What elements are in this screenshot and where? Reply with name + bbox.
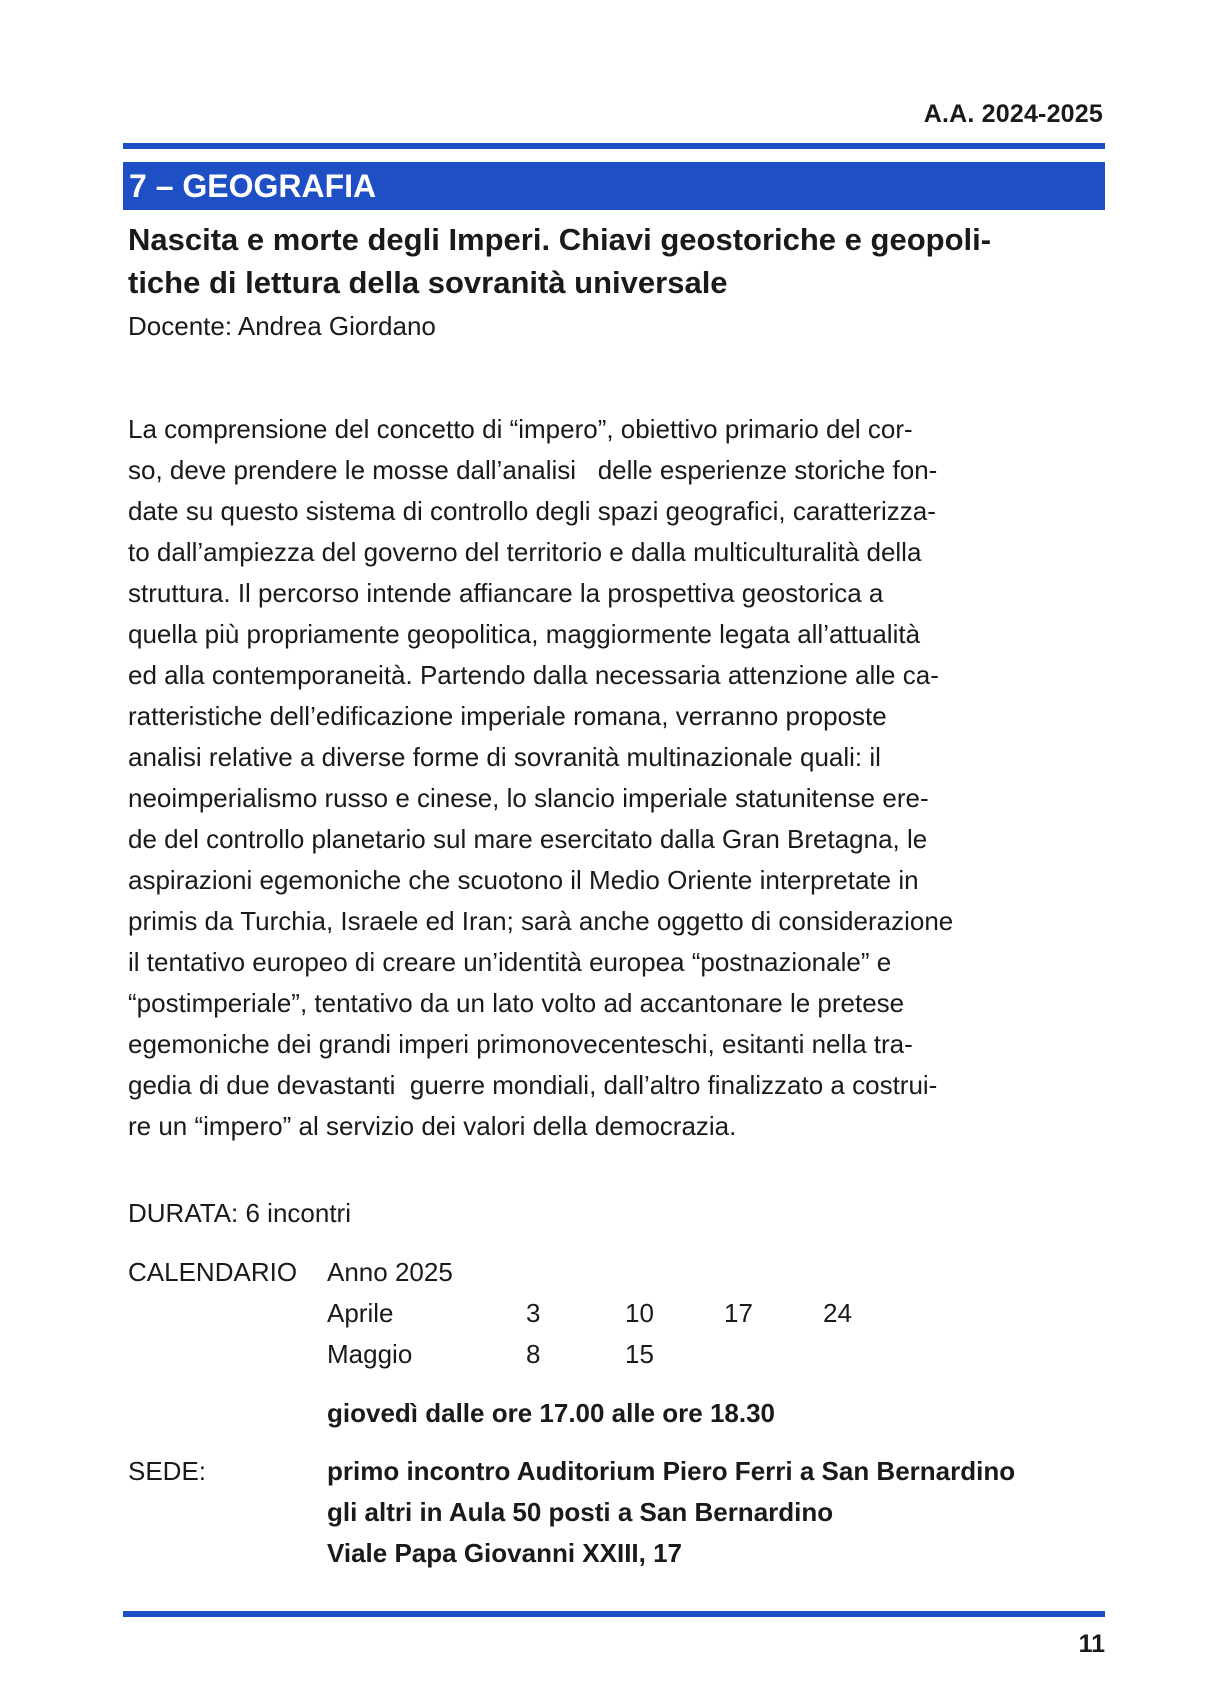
- course-title-line: tiche di lettura della sovranità universale: [128, 265, 728, 300]
- header-rule: [123, 143, 1105, 149]
- course-title-line: Nascita e morte degli Imperi. Chiavi geostoriche e geopoli-: [128, 222, 992, 257]
- description-line: to dall’ampiezza del governo del territorio e dalla multiculturalità della: [128, 537, 922, 567]
- venue-line: gli altri in Aula 50 posti a San Bernardino: [327, 1497, 834, 1527]
- description-line: analisi relative a diverse forme di sovranità multinazionale quali: il: [128, 742, 881, 772]
- calendar-day: 15: [625, 1339, 654, 1369]
- description-line: il tentativo europeo di creare un’identità europea “postnazionale” e: [128, 947, 892, 977]
- venue-line: Viale Papa Giovanni XXIII, 17: [327, 1538, 683, 1568]
- calendar-label: CALENDARIO: [128, 1257, 298, 1287]
- calendar-schedule: giovedì dalle ore 17.00 alle ore 18.30: [327, 1398, 776, 1428]
- description-line: de del controllo planetario sul mare esercitato dalla Gran Bretagna, le: [128, 824, 928, 854]
- description-line: struttura. Il percorso intende affiancare la prospettiva geostorica a: [128, 578, 884, 608]
- calendar-day: 17: [724, 1298, 753, 1328]
- description-line: “postimperiale”, tentativo da un lato volto ad accantonare le pretese: [128, 988, 905, 1018]
- academic-year: A.A. 2024-2025: [923, 100, 1103, 128]
- course-description: [128, 409, 1100, 1147]
- description-line: ed alla contemporaneità. Partendo dalla necessaria attenzione alle ca-: [128, 660, 939, 690]
- description-line: gedia di due devastanti guerre mondiali, dall’altro finalizzato a costrui-: [128, 1070, 938, 1100]
- description-line: quella più propriamente geopolitica, maggiormente legata all’attualità: [128, 619, 921, 649]
- description-line: date su questo sistema di controllo degli spazi geografici, caratterizza-: [128, 496, 936, 526]
- description-line: ratteristiche dell’edificazione imperiale romana, verranno proposte: [128, 701, 887, 731]
- description-line: La comprensione del concetto di “impero”, obiettivo primario del cor-: [128, 414, 913, 444]
- course-banner: 7 – GEOGRAFIA: [123, 162, 1105, 210]
- teacher: Docente: Andrea Giordano: [128, 311, 436, 341]
- description-line: aspirazioni egemoniche che scuotono il Medio Oriente interpretate in: [128, 865, 919, 895]
- description-line: neoimperialismo russo e cinese, lo slancio imperiale statunitense ere-: [128, 783, 929, 813]
- calendar-day: 8: [526, 1339, 541, 1369]
- calendar-day: 24: [823, 1298, 852, 1328]
- duration: DURATA: 6 incontri: [128, 1198, 351, 1228]
- page-number: 11: [1078, 1630, 1105, 1658]
- calendar-month: Aprile: [327, 1298, 394, 1328]
- footer-rule: [123, 1611, 1105, 1617]
- calendar-year: Anno 2025: [327, 1257, 453, 1287]
- calendar-day: 3: [526, 1298, 541, 1328]
- course-title: [128, 218, 1105, 304]
- calendar-month: Maggio: [327, 1339, 413, 1369]
- calendar-day: 10: [625, 1298, 654, 1328]
- venue-label: SEDE:: [128, 1456, 207, 1486]
- description-line: egemoniche dei grandi imperi primonovecenteschi, esitanti nella tra-: [128, 1029, 913, 1059]
- venue-line: primo incontro Auditorium Piero Ferri a San Bernardino: [327, 1456, 1016, 1486]
- description-line: re un “impero” al servizio dei valori della democrazia.: [128, 1111, 737, 1141]
- description-line: so, deve prendere le mosse dall’analisi delle esperienze storiche fon-: [128, 455, 938, 485]
- description-line: primis da Turchia, Israele ed Iran; sarà anche oggetto di considerazione: [128, 906, 954, 936]
